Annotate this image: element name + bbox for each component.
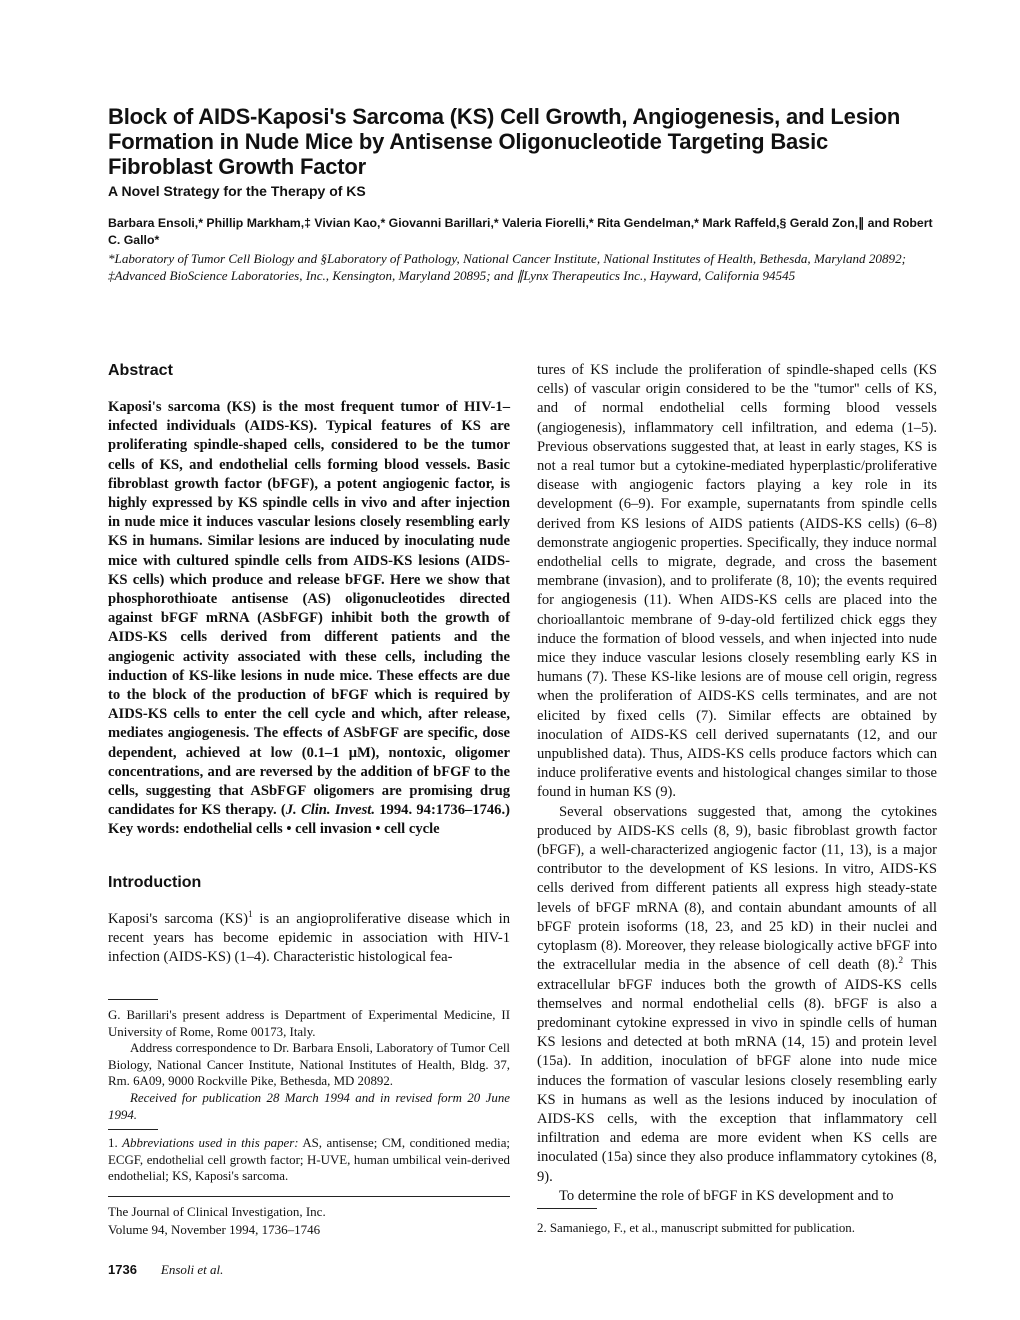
journal-volume: Volume 94, November 1994, 1736–1746 <box>108 1221 321 1237</box>
article-title: Block of AIDS-Kaposi's Sarcoma (KS) Cell Growth, Angiogenesis, and Lesion Formation in Nude Mice by Antisense Oligonucleotide Targeting Basic Fibroblast Growth Factor <box>108 104 901 179</box>
abstract-text-part-2: 1994. 94:1736–1746.) Key words: endothelial cells • cell invasion • cell cycle <box>108 802 510 838</box>
footnote-2: 2. Samaniego, F., et al., manuscript submitted for publication. <box>537 1221 855 1235</box>
footnote-abbrev-label: Abbreviations used in this paper: <box>122 1136 299 1150</box>
footnote-number: 1. <box>108 1136 123 1150</box>
intro-text-part-2: is an angioproliferative disease which in recent years has become epidemic in association with HIV-1 infection (AIDS-KS) (1–4). Characteristic histological fea- <box>108 911 510 966</box>
page-footer <box>108 1262 223 1278</box>
right-column <box>537 361 937 1206</box>
footnote-ref-2: 2 <box>898 956 904 967</box>
footnote-abbrev-text: AS, antisense; CM, conditioned media; ECGF, endothelial cell growth factor; H-UVE, human umbilical vein-derived endothelial; KS, Kaposi's sarcoma. <box>108 1136 510 1184</box>
footnote-ref-1: 1 <box>248 910 253 921</box>
journal-info <box>108 1203 498 1238</box>
footnote-barillari: G. Barillari's present address is Department of Experimental Medicine, II University of Rome, Rome 00173, Italy. <box>108 1008 510 1039</box>
author-list: Barbara Ensoli,* Phillip Markham,‡ Vivian Kao,* Giovanni Barillari,* Valeria Fiorelli,* Rita Gendelman,* Mark Raffeld,§ Gerald Zon,∥ and Robert C. Gallo* <box>108 216 933 247</box>
running-head: Ensoli et al. <box>160 1262 224 1277</box>
article-subtitle: A Novel Strategy for the Therapy of KS <box>108 183 366 199</box>
body-paragraph: tures of KS include the proliferation of spindle-shaped cells (KS cells) of vascular origin considered to be the ''tumor'' cells of KS, and of normal endothelial cells forming blood vessels (angiogenesis), inflammatory cell infiltration, and edema (1–5). Previous observations suggested that, at least in early stages, KS is not a real tumor but a cytokine-mediated hyperplastic/proliferative disease with angiogenic factors playing a key role in its development (6–9). For example, supernatants from spindle cells derived from KS lesions of AIDS patients (AIDS-KS cells) (6–8) demonstrate angiogenic properties. Specifically, they induce normal endothelial cells to migrate, degrade, and cross the basement membrane (invasion), and to proliferate (8, 10); the events required for angiogenesis (11). When AIDS-KS cells are placed into the chorioallantoic membrane of 9-day-old fertilized chick eggs they induce the formation of blood vessels, and when injected into nude mice they induce vascular lesions closely resembling early KS in humans (7). These KS-like lesions are of mouse cell origin, regress when the proliferation of AIDS-KS cells terminates, and are not elicited by fixed cells (7). Similar effects are obtained by inoculation of AIDS-KS cell derived supernatants (12, and our unpublished data). Thus, AIDS-KS cells produce factors which can induce proliferative events and histological changes similar to those found in human KS (9). <box>537 362 937 801</box>
journal-name: The Journal of Clinical Investigation, Inc. <box>108 1204 326 1219</box>
body-paragraph: To determine the role of bFGF in KS development and to <box>559 1187 894 1204</box>
footnote-rule <box>108 999 158 1000</box>
intro-text-part-1: Kaposi's sarcoma (KS) <box>108 911 248 927</box>
abstract-text-part-1: Kaposi's sarcoma (KS) is the most frequent tumor of HIV-1–infected individuals (AIDS-KS). Typical features of KS are proliferating spindle-shaped cells, considered to be the tumor cells of KS, and endothelial cells forming blood vessels. Basic fibroblast growth factor (bFGF), a potent angiogenic factor, is highly expressed by KS spindle cells in vivo and after injection in nude mice it induces vascular lesions closely resembling early KS in humans. Similar lesions are induced by inoculating nude mice with cultured spindle cells from AIDS-KS lesions (AIDS-KS cells) which produce and release bFGF. Here we show that phosphorothioate antisense (AS) oligonucleotides directed against bFGF mRNA (ASbFGF) inhibit both the growth of AIDS-KS cells derived from different patients and the angiogenic activity associated with these cells, including the induction of KS-like lesions in nude mice. These effects are due to the block of the production of bFGF which is required by AIDS-KS cells to enter the cell cycle and which, after release, mediates angiogenesis. The effects of ASbFGF are specific, dose dependent, achieved at low (0.1–1 μM), nontoxic, oligomer concentrations, and are reversed by the addition of bFGF to the cells, suggesting that ASbFGF oligomers are promising drug candidates for KS therapy. ( <box>108 399 510 819</box>
abstract-body <box>108 398 510 840</box>
footnote-received: Received for publication 28 March 1994 and in revised form 20 June 1994. <box>108 1090 510 1122</box>
journal-rule <box>108 1196 510 1197</box>
footnotes-left <box>108 1007 510 1123</box>
introduction-body <box>108 910 510 968</box>
abstract-citation: J. Clin. Invest. <box>285 802 375 819</box>
page-number: 1736 <box>108 1262 137 1277</box>
introduction-heading: Introduction <box>108 874 202 891</box>
footnote-rule <box>108 1129 158 1130</box>
affiliations: *Laboratory of Tumor Cell Biology and §Laboratory of Pathology, National Cancer Institute, National Institutes of Health, Bethesda, Maryland 20892; ‡Advanced BioScience Laboratories, Inc., Kensington, Maryland 20895; and ∥Lynx Therapeutics Inc., Hayward, California 94545 <box>108 251 906 283</box>
abstract-heading: Abstract <box>108 362 173 379</box>
paragraph-text-part-2: This extracellular bFGF induces both the growth of AIDS-KS cells themselves and normal endothelial cells (8). bFGF is also a predominant cytokine expressed in vivo in spindle cells of human KS lesions and detected at both mRNA (14, 15) and protein level (15a). In addition, inoculation of bFGF alone into nude mice induces the formation of vascular lesions closely resembling early KS in humans as well as the lesions induced by inoculation of AIDS-KS cells, with the exception that inflammatory cell infiltration and edema are more evident when KS cells are inoculated (15a) since they also produce inflammatory cytokines (8, 9). <box>537 957 937 1185</box>
footnote-correspondence: Address correspondence to Dr. Barbara Ensoli, Laboratory of Tumor Cell Biology, National Cancer Institute, National Institutes of Health, Bldg. 37, Rm. 6A09, 9000 Rockville Pike, Bethesda, MD 20892. <box>108 1041 510 1089</box>
body-paragraph <box>537 803 937 1187</box>
footnote-abbreviations <box>108 1135 510 1185</box>
footnote-rule <box>537 1208 597 1209</box>
paragraph-text-part-1: Several observations suggested that, among the cytokines produced by AIDS-KS cells (8, 9), basic fibroblast growth factor (bFGF), a well-characterized angiogenic factor (11, 13), is a major contributor to the development of KS lesions. In vitro, AIDS-KS cells derived from different patients all express high steady-state levels of bFGF mRNA (8), and contain abundant amounts of all bFGF protein isoforms (18, 23, and 25 kD) in their nuclei and cytoplasm (8). Moreover, they release biologically active bFGF into the extracellular media in the absence of cell death (8). <box>537 803 937 974</box>
